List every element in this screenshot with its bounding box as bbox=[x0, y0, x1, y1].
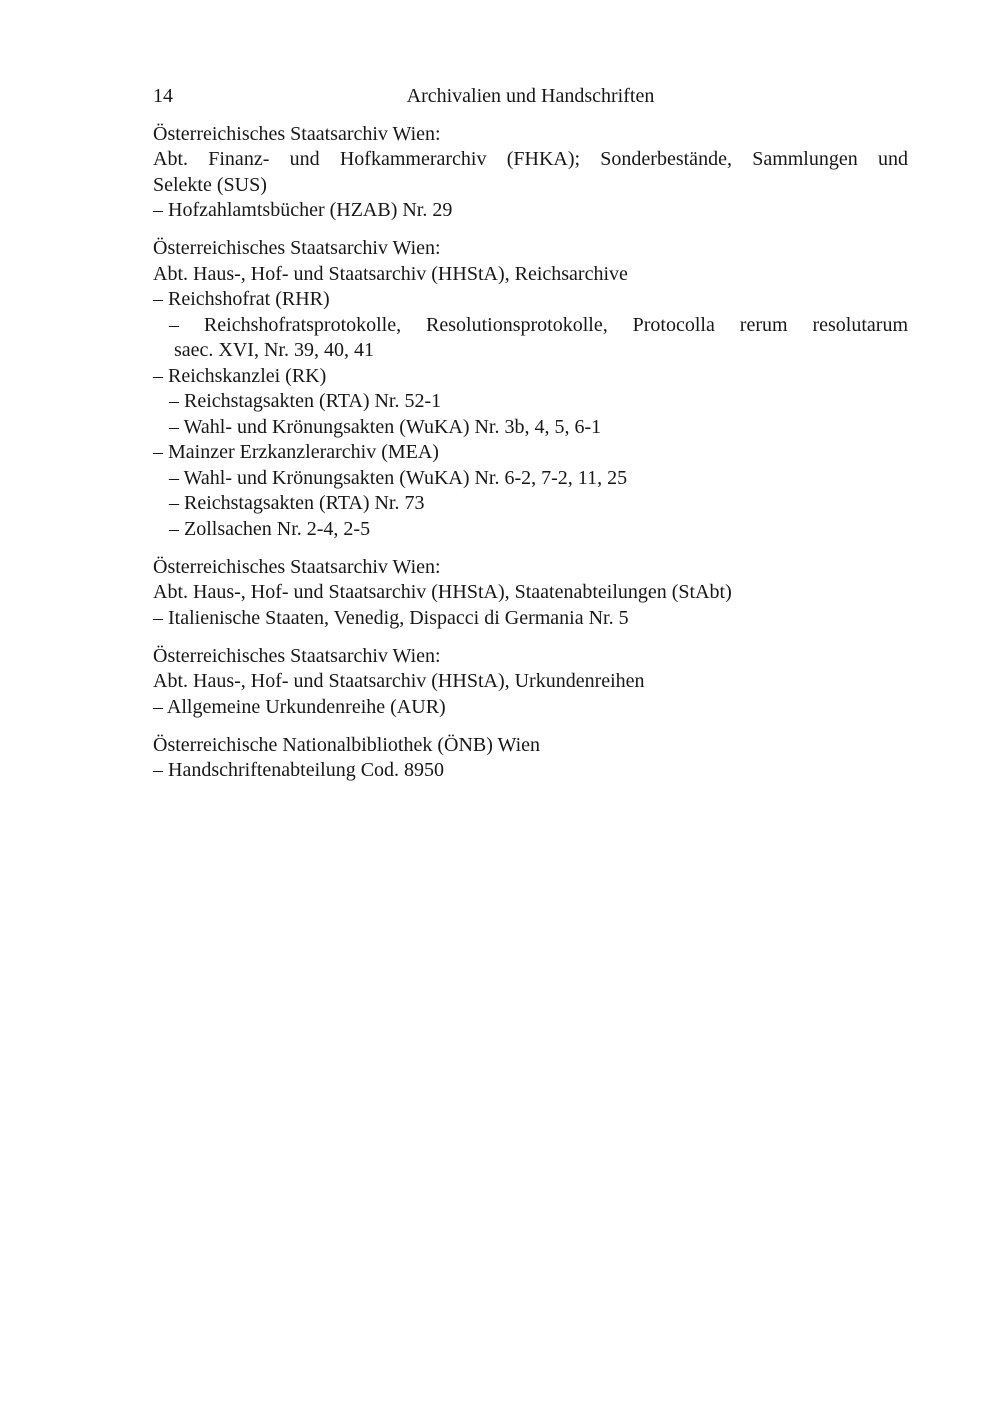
text-line: – Reichstagsakten (RTA) Nr. 52-1 bbox=[169, 390, 442, 412]
text-line: – Handschriftenabteilung Cod. 8950 bbox=[153, 759, 445, 781]
text-line: Österreichisches Staatsarchiv Wien: bbox=[153, 555, 441, 578]
page-content bbox=[153, 84, 908, 796]
text-line: – Reichshofratsprotokolle, Resolutionsprotokolle, Protocolla rerum resolutarum bbox=[169, 313, 908, 336]
text-line: Österreichisches Staatsarchiv Wien: bbox=[153, 122, 441, 145]
archive-entry-urkundenreihen bbox=[153, 644, 908, 721]
page-number: 14 bbox=[153, 85, 173, 107]
archive-entry-oenb bbox=[153, 733, 908, 784]
text-line: – Italienische Staaten, Venedig, Dispacci di Germania Nr. 5 bbox=[153, 606, 629, 629]
text-line: Selekte (SUS) bbox=[153, 173, 267, 196]
text-line: Abt. Haus-, Hof- und Staatsarchiv (HHStA), Staatenabteilungen (StAbt) bbox=[153, 581, 732, 603]
archive-entry-fhka bbox=[153, 122, 908, 224]
text-line: saec. XVI, Nr. 39, 40, 41 bbox=[174, 339, 374, 361]
text-line: Abt. Haus-, Hof- und Staatsarchiv (HHStA), Urkundenreihen bbox=[153, 670, 645, 692]
archive-entry-reichsarchive bbox=[153, 236, 908, 542]
text-line: – Mainzer Erzkanzlerarchiv (MEA) bbox=[153, 441, 439, 463]
text-line: – Zollsachen Nr. 2-4, 2-5 bbox=[169, 517, 371, 540]
text-line: Abt. Finanz- und Hofkammerarchiv (FHKA); Sonderbestände, Sammlungen und bbox=[153, 148, 908, 170]
text-line: Abt. Haus-, Hof- und Staatsarchiv (HHStA), Reichsarchive bbox=[153, 262, 628, 285]
text-line: Österreichisches Staatsarchiv Wien: bbox=[153, 237, 441, 259]
text-line: Österreichische Nationalbibliothek (ÖNB) Wien bbox=[153, 733, 541, 756]
text-line: Österreichisches Staatsarchiv Wien: bbox=[153, 644, 441, 667]
text-line: – Allgemeine Urkundenreihe (AUR) bbox=[153, 695, 446, 718]
text-line: – Reichshofrat (RHR) bbox=[153, 288, 330, 310]
page-header bbox=[153, 84, 908, 110]
text-line: – Reichstagsakten (RTA) Nr. 73 bbox=[169, 492, 425, 514]
text-line: – Wahl- und Krönungsakten (WuKA) Nr. 6-2, 7-2, 11, 25 bbox=[169, 466, 628, 489]
running-head: Archivalien und Handschriften bbox=[406, 85, 655, 107]
text-line: – Wahl- und Krönungsakten (WuKA) Nr. 3b, 4, 5, 6-1 bbox=[169, 415, 602, 438]
archive-entry-staatenabteilungen bbox=[153, 555, 908, 632]
text-line: – Reichskanzlei (RK) bbox=[153, 364, 327, 387]
text-line: – Hofzahlamtsbücher (HZAB) Nr. 29 bbox=[153, 199, 453, 221]
